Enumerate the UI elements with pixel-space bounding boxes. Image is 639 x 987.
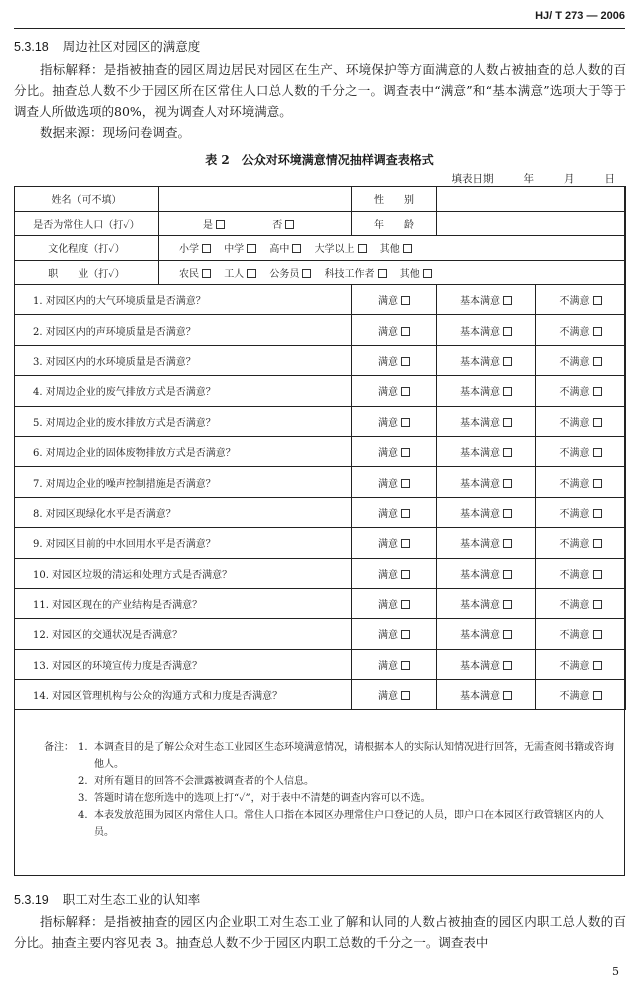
checkbox-icon[interactable] <box>593 691 602 700</box>
checkbox-icon[interactable] <box>503 418 512 427</box>
question-row <box>15 315 626 345</box>
answer-option[interactable] <box>536 345 626 375</box>
answer-label: 满意 <box>378 296 398 308</box>
answer-option[interactable] <box>352 497 437 527</box>
question-text: 2. 对园区内的声环境质量是否满意？ <box>15 315 352 345</box>
answer-option[interactable] <box>437 528 536 558</box>
occupation-label: 职 业（打✓） <box>15 260 159 285</box>
checkbox-icon[interactable] <box>593 600 602 609</box>
answer-option[interactable] <box>437 680 536 710</box>
checkbox-icon[interactable] <box>503 691 512 700</box>
checkbox-icon[interactable] <box>503 387 512 396</box>
answer-option[interactable] <box>352 345 437 375</box>
answer-label: 不满意 <box>559 660 590 672</box>
question-row <box>15 528 626 558</box>
answer-option[interactable] <box>437 285 536 315</box>
section-title: 职工对生态工业的认知率 <box>62 892 201 907</box>
education-option[interactable]: 其他 <box>380 244 412 255</box>
answer-label: 不满意 <box>559 356 590 368</box>
checkbox-icon[interactable] <box>202 244 211 253</box>
answer-option[interactable] <box>352 558 437 588</box>
education-option[interactable]: 中学 <box>224 244 256 255</box>
resident-choices <box>159 211 352 236</box>
answer-option[interactable] <box>536 588 626 618</box>
answer-option[interactable] <box>536 528 626 558</box>
answer-option[interactable] <box>352 436 437 466</box>
answer-option[interactable] <box>437 436 536 466</box>
occupation-option[interactable]: 科技工作者 <box>325 269 387 280</box>
note-item <box>44 807 619 841</box>
page-number: 5 <box>612 965 619 978</box>
answer-option[interactable] <box>352 376 437 406</box>
answer-option[interactable] <box>437 467 536 497</box>
checkbox-icon[interactable] <box>401 296 410 305</box>
answer-option[interactable] <box>352 528 437 558</box>
note-number: 3. <box>78 793 88 804</box>
checkbox-icon[interactable] <box>503 600 512 609</box>
checkbox-icon[interactable] <box>401 570 410 579</box>
answer-label: 不满意 <box>559 326 590 338</box>
note-number: 1. <box>78 742 88 753</box>
answer-option[interactable] <box>536 285 626 315</box>
date-label: 填表日期 <box>451 173 494 185</box>
sex-field[interactable] <box>437 187 626 212</box>
checkbox-icon[interactable] <box>292 244 301 253</box>
answer-label: 不满意 <box>559 448 590 460</box>
question-text: 13. 对园区的环境宣传力度是否满意？ <box>15 649 352 679</box>
answer-option[interactable] <box>437 588 536 618</box>
indicator-explanation-5319: 指标解释：是指被抽查的园区内企业职工对生态工业了解和认同的人数占被抽查的园区内职工总人数的百分比。抽查主要内容见表 3。抽查总人数不少于园区内职工总数的千分之一。调查表中 <box>14 914 626 950</box>
answer-label: 基本满意 <box>460 448 500 460</box>
checkbox-icon[interactable] <box>247 269 256 278</box>
answer-label: 满意 <box>378 630 398 642</box>
checkbox-icon[interactable] <box>593 570 602 579</box>
checkbox-icon[interactable] <box>401 661 410 670</box>
section-heading-5318 <box>14 37 200 55</box>
question-text: 5. 对周边企业的废水排放方式是否满意？ <box>15 406 352 436</box>
answer-label: 满意 <box>378 660 398 672</box>
question-row <box>15 649 626 679</box>
answer-option[interactable] <box>437 345 536 375</box>
checkbox-icon[interactable] <box>403 244 412 253</box>
checkbox-icon[interactable] <box>503 661 512 670</box>
question-text: 4. 对周边企业的废气排放方式是否满意？ <box>15 376 352 406</box>
answer-label: 基本满意 <box>460 600 500 612</box>
answer-label: 不满意 <box>559 569 590 581</box>
checkbox-icon[interactable] <box>247 244 256 253</box>
question-text: 10. 对园区垃圾的清运和处理方式是否满意？ <box>15 558 352 588</box>
note-item <box>44 773 619 790</box>
note-item <box>44 739 619 773</box>
checkbox-icon[interactable] <box>503 296 512 305</box>
checkbox-icon[interactable] <box>593 630 602 639</box>
checkbox-icon[interactable] <box>401 539 410 548</box>
question-row <box>15 345 626 375</box>
checkbox-icon[interactable] <box>593 327 602 336</box>
checkbox-icon[interactable] <box>593 539 602 548</box>
age-field[interactable] <box>437 211 626 236</box>
notes-lead: 备注： <box>44 742 74 753</box>
answer-label: 基本满意 <box>460 417 500 429</box>
answer-label: 基本满意 <box>460 326 500 338</box>
checkbox-icon[interactable] <box>401 357 410 366</box>
section-number: 5.3.18 <box>14 40 49 54</box>
answer-label: 基本满意 <box>460 691 500 703</box>
question-row <box>15 558 626 588</box>
sex-label: 性 别 <box>352 187 437 212</box>
answer-label: 基本满意 <box>460 296 500 308</box>
answer-option[interactable] <box>352 406 437 436</box>
checkbox-icon[interactable] <box>503 448 512 457</box>
answer-label: 满意 <box>378 356 398 368</box>
answer-option[interactable] <box>536 619 626 649</box>
answer-label: 满意 <box>378 691 398 703</box>
occupation-option[interactable]: 农民 <box>179 269 211 280</box>
info-row-resident <box>15 211 626 236</box>
question-text: 6. 对周边企业的固体废物排放方式是否满意？ <box>15 436 352 466</box>
note-text: 本表发放范围为园区内常住人口。常住人口指在本园区办理常住户口登记的人员，即户口在本园区行政管辖区内的人员。 <box>94 810 604 838</box>
answer-option[interactable] <box>352 588 437 618</box>
checkbox-icon[interactable] <box>593 661 602 670</box>
checkbox-icon[interactable] <box>401 387 410 396</box>
date-year: 年 <box>523 173 534 185</box>
checkbox-icon[interactable] <box>285 220 294 229</box>
question-rows <box>15 285 626 710</box>
checkbox-icon[interactable] <box>401 479 410 488</box>
question-text: 7. 对周边企业的噪声控制措施是否满意？ <box>15 467 352 497</box>
answer-option[interactable] <box>437 406 536 436</box>
checkbox-icon[interactable] <box>401 418 410 427</box>
occupation-option[interactable]: 工人 <box>224 269 256 280</box>
question-text: 3. 对园区内的水环境质量是否满意？ <box>15 345 352 375</box>
answer-option[interactable] <box>437 315 536 345</box>
checkbox-icon[interactable] <box>401 327 410 336</box>
answer-label: 不满意 <box>559 508 590 520</box>
note-item <box>44 790 619 807</box>
info-row-occupation <box>15 260 626 285</box>
note-text: 本调查目的是了解公众对生态工业园区生态环境满意情况，请根据本人的实际认知情况进行回答，无需查阅书籍或咨询他人。 <box>94 742 614 770</box>
survey-table <box>14 186 626 710</box>
age-label: 年 龄 <box>352 211 437 236</box>
info-row-education <box>15 236 626 261</box>
checkbox-icon[interactable] <box>503 327 512 336</box>
answer-label: 满意 <box>378 600 398 612</box>
answer-label: 满意 <box>378 326 398 338</box>
checkbox-icon[interactable] <box>593 387 602 396</box>
question-row <box>15 285 626 315</box>
answer-option[interactable] <box>352 619 437 649</box>
answer-option[interactable] <box>437 619 536 649</box>
answer-label: 满意 <box>378 569 398 581</box>
checkbox-icon[interactable] <box>401 509 410 518</box>
info-row-name <box>15 187 626 212</box>
answer-label: 不满意 <box>559 630 590 642</box>
checkbox-icon[interactable] <box>503 630 512 639</box>
question-row <box>15 588 626 618</box>
answer-label: 不满意 <box>559 296 590 308</box>
answer-label: 基本满意 <box>460 569 500 581</box>
answer-option[interactable] <box>536 467 626 497</box>
checkbox-icon[interactable] <box>593 509 602 518</box>
question-row <box>15 680 626 710</box>
section-heading-5319 <box>14 890 200 908</box>
answer-label: 不满意 <box>559 478 590 490</box>
answer-label: 满意 <box>378 387 398 399</box>
occupation-option[interactable]: 公务员 <box>269 269 311 280</box>
checkbox-icon[interactable] <box>503 357 512 366</box>
header-rule <box>14 28 625 29</box>
answer-option[interactable] <box>437 497 536 527</box>
checkbox-icon[interactable] <box>503 479 512 488</box>
checkbox-icon[interactable] <box>401 448 410 457</box>
education-option[interactable]: 小学 <box>179 244 211 255</box>
section-title: 周边社区对园区的满意度 <box>62 39 201 54</box>
answer-option[interactable] <box>352 680 437 710</box>
standard-code: HJ/ T 273 — 2006 <box>535 10 625 22</box>
checkbox-icon[interactable] <box>593 296 602 305</box>
answer-option[interactable] <box>536 649 626 679</box>
checkbox-icon[interactable] <box>401 630 410 639</box>
education-choices <box>159 236 626 261</box>
checkbox-icon[interactable] <box>593 357 602 366</box>
answer-label: 基本满意 <box>460 387 500 399</box>
note-number: 4. <box>78 810 88 821</box>
note-number: 2. <box>78 776 88 787</box>
checkbox-icon[interactable] <box>593 479 602 488</box>
answer-option[interactable] <box>352 649 437 679</box>
checkbox-icon[interactable] <box>503 539 512 548</box>
answer-label: 不满意 <box>559 417 590 429</box>
answer-option[interactable] <box>536 558 626 588</box>
name-label: 姓名（可不填） <box>15 187 159 212</box>
answer-option[interactable] <box>536 680 626 710</box>
answer-option[interactable] <box>536 376 626 406</box>
checkbox-icon[interactable] <box>358 244 367 253</box>
data-source-5318: 数据来源：现场问卷调查。 <box>40 125 191 140</box>
answer-label: 满意 <box>378 448 398 460</box>
resident-yes[interactable]: 是 <box>203 220 225 231</box>
resident-no[interactable]: 否 <box>272 220 294 231</box>
answer-label: 不满意 <box>559 539 590 551</box>
answer-option[interactable] <box>536 315 626 345</box>
table-caption: 表 2 公众对环境满意情况抽样调查表格式 <box>205 153 434 167</box>
fill-date <box>452 171 616 186</box>
answer-option[interactable] <box>536 436 626 466</box>
answer-label: 基本满意 <box>460 630 500 642</box>
checkbox-icon[interactable] <box>593 418 602 427</box>
occupation-option[interactable]: 其他 <box>400 269 432 280</box>
answer-label: 基本满意 <box>460 356 500 368</box>
education-option[interactable]: 高中 <box>269 244 301 255</box>
answer-option[interactable] <box>352 315 437 345</box>
answer-option[interactable] <box>437 649 536 679</box>
answer-label: 满意 <box>378 478 398 490</box>
question-text: 8. 对园区现绿化水平是否满意？ <box>15 497 352 527</box>
resident-label: 是否为常住人口（打✓） <box>15 211 159 236</box>
checkbox-icon[interactable] <box>216 220 225 229</box>
answer-option[interactable] <box>536 406 626 436</box>
question-row <box>15 619 626 649</box>
question-text: 14. 对园区管理机构与公众的沟通方式和力度是否满意？ <box>15 680 352 710</box>
date-month: 月 <box>564 173 575 185</box>
answer-label: 满意 <box>378 417 398 429</box>
occupation-choices <box>159 260 626 285</box>
note-text: 对所有题目的回答不会泄露被调查者的个人信息。 <box>94 776 314 787</box>
answer-label: 基本满意 <box>460 539 500 551</box>
checkbox-icon[interactable] <box>401 691 410 700</box>
checkbox-icon[interactable] <box>503 509 512 518</box>
question-row <box>15 497 626 527</box>
answer-option[interactable] <box>352 285 437 315</box>
question-row <box>15 406 626 436</box>
checkbox-icon[interactable] <box>378 269 387 278</box>
section-number: 5.3.19 <box>14 893 49 907</box>
checkbox-icon[interactable] <box>202 269 211 278</box>
indicator-explanation-5318: 指标解释：是指被抽查的园区周边居民对园区在生产、环境保护等方面满意的人数占被抽查的总人数的百分比。抽查总人数不少于园区所在区常住人口总人数的千分之一。调查表中“满意”和“基本满意”选项大于等于调查人所做选项的80%，视为调查人对环境满意。 <box>14 62 626 119</box>
answer-label: 不满意 <box>559 387 590 399</box>
checkbox-icon[interactable] <box>302 269 311 278</box>
answer-option[interactable] <box>352 467 437 497</box>
name-field[interactable] <box>159 187 352 212</box>
answer-label: 基本满意 <box>460 508 500 520</box>
question-text: 11. 对园区现在的产业结构是否满意？ <box>15 588 352 618</box>
answer-option[interactable] <box>536 497 626 527</box>
notes <box>44 739 619 841</box>
answer-label: 基本满意 <box>460 660 500 672</box>
answer-label: 不满意 <box>559 600 590 612</box>
question-row <box>15 376 626 406</box>
checkbox-icon[interactable] <box>401 600 410 609</box>
checkbox-icon[interactable] <box>593 448 602 457</box>
education-label: 文化程度（打✓） <box>15 236 159 261</box>
date-day: 日 <box>604 173 615 185</box>
question-text: 1. 对园区内的大气环境质量是否满意？ <box>15 285 352 315</box>
answer-option[interactable] <box>437 558 536 588</box>
answer-label: 不满意 <box>559 691 590 703</box>
answer-label: 满意 <box>378 539 398 551</box>
answer-label: 满意 <box>378 508 398 520</box>
question-text: 9. 对园区目前的中水回用水平是否满意？ <box>15 528 352 558</box>
answer-option[interactable] <box>437 376 536 406</box>
checkbox-icon[interactable] <box>423 269 432 278</box>
note-text: 答题时请在您所选中的选项上打“✓”，对于表中不清楚的调查内容可以不选。 <box>94 793 431 804</box>
checkbox-icon[interactable] <box>503 570 512 579</box>
answer-label: 基本满意 <box>460 478 500 490</box>
education-option[interactable]: 大学以上 <box>315 244 367 255</box>
question-text: 12. 对园区的交通状况是否满意？ <box>15 619 352 649</box>
question-row <box>15 467 626 497</box>
question-row <box>15 436 626 466</box>
